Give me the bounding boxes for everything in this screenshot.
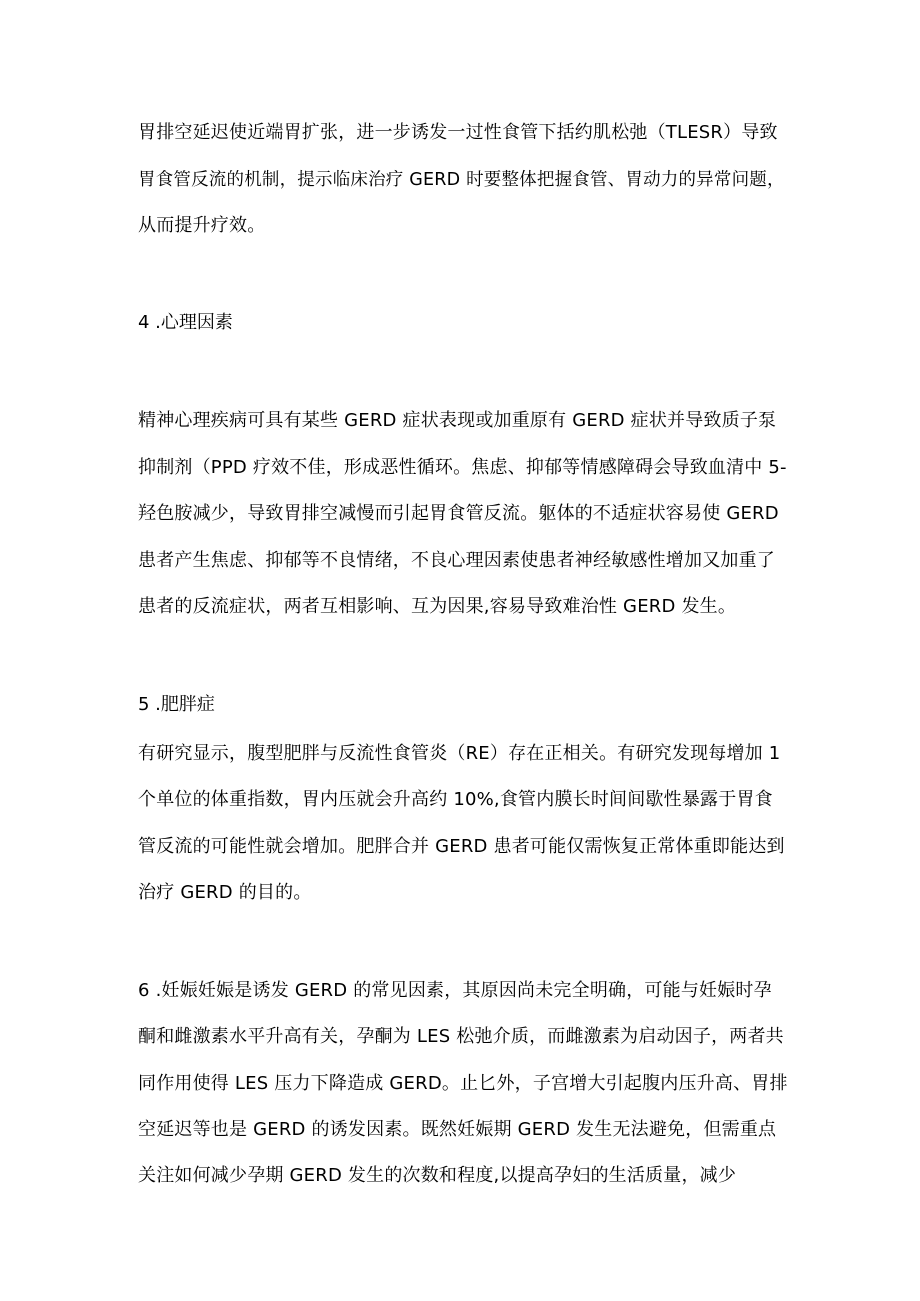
paragraph-line: 羟色胺减少，导致胃排空减慢而引起胃食管反流。躯体的不适症状容易使 GERD [138,503,779,524]
paragraph-line: 关注如何减少孕期 GERD 发生的次数和程度,以提高孕妇的生活质量，减少 [138,1165,737,1186]
paragraph-line: 从而提升疗效。 [138,215,266,236]
paragraph-line: 精神心理疾病可具有某些 GERD 症状表现或加重原有 GERD 症状并导致质子泵 [138,410,777,431]
paragraph-line: 患者产生焦虑、抑郁等不良情绪，不良心理因素使患者神经敏感性增加又加重了 [138,550,775,571]
paragraph-line: 空延迟等也是 GERD 的诱发因素。既然妊娠期 GERD 发生无法避免，但需重点 [138,1119,777,1140]
paragraph-line: 治疗 GERD 的目的。 [138,882,312,903]
section-heading-4: 4 .心理因素 [138,312,233,333]
paragraph-line: 患者的反流症状，两者互相影响、互为因果,容易导致难治性 GERD 发生。 [138,596,737,617]
paragraph-line: 6 .妊娠妊娠是诱发 GERD 的常见因素，其原因尚未完全明确，可能与妊娠时孕 [138,980,772,1001]
paragraph-line: 管反流的可能性就会增加。肥胖合并 GERD 患者可能仅需恢复正常体重即能达到 [138,836,785,857]
paragraph-line: 同作用使得 LES 压力下降造成 GERD。止匕外，子宫增大引起腹内压升高、胃排 [138,1073,788,1094]
paragraph-line: 个单位的体重指数，胃内压就会升高约 10%,食管内膜长时间间歇性暴露于胃食 [138,789,773,810]
paragraph-line: 有研究显示，腹型肥胖与反流性食管炎（RE）存在正相关。有研究发现每增加 1 [138,743,781,764]
section-heading-5: 5 .肥胖症 [138,694,215,715]
paragraph-line: 胃排空延迟使近端胃扩张，进一步诱发一过性食管下括约肌松弛（TLESR）导致 [138,122,778,143]
paragraph-line: 抑制剂（PPD 疗效不佳，形成恶性循环。焦虑、抑郁等情感障碍会导致血清中 5- [138,457,787,478]
paragraph-line: 酮和雌激素水平升高有关，孕酮为 LES 松弛介质，而雌激素为启动因子，两者共 [138,1026,784,1047]
paragraph-line: 胃食管反流的机制，提示临床治疗 GERD 时要整体把握食管、胃动力的异常问题， [138,170,785,190]
